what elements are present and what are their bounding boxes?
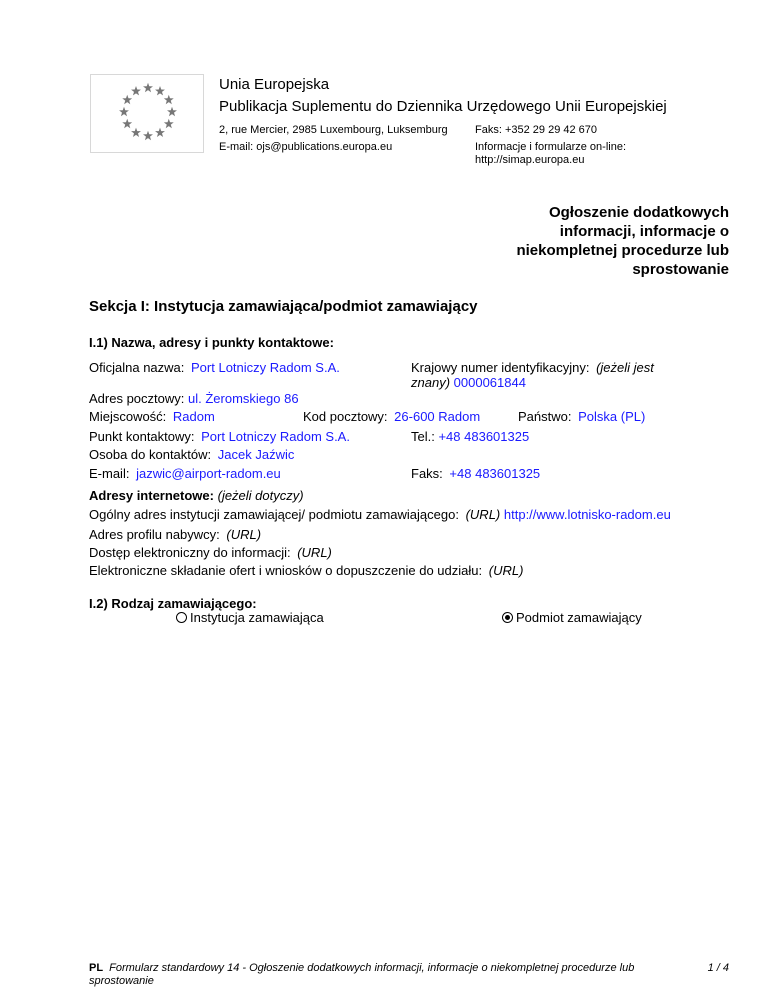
postcode-label: Kod pocztowy:: [303, 409, 388, 424]
header-address: 2, rue Mercier, 2985 Luxembourg, Luksemburg: [219, 124, 448, 136]
subsection-i2-title: I.2) Rodzaj zamawiającego:: [89, 596, 257, 611]
tel-row: [411, 429, 529, 444]
star-icon: [155, 86, 165, 95]
email-value[interactable]: jazwic@airport-radom.eu: [136, 466, 281, 481]
general-url-link[interactable]: http://www.lotnisko-radom.eu: [503, 507, 671, 522]
option-entity-label: Podmiot zamawiający: [516, 610, 642, 625]
internet-label: Adresy internetowe:: [89, 488, 214, 503]
e-submission-label: Elektroniczne składanie ofert i wniosków o dopuszczenie do udziału:: [89, 563, 483, 578]
town-value: Radom: [172, 409, 215, 424]
buyer-profile-hint: (URL): [226, 527, 262, 542]
footer: [89, 962, 689, 988]
header-email: E-mail: ojs@publications.europa.eu: [219, 141, 393, 153]
page-number: 1 / 4: [707, 962, 729, 974]
star-icon: [164, 95, 174, 104]
radio-entity-icon[interactable]: [502, 612, 513, 623]
star-icon: [119, 107, 129, 116]
fax-value: +48 483601325: [449, 466, 541, 481]
star-icon: [143, 131, 153, 140]
radio-institution-icon[interactable]: [176, 612, 187, 623]
postcode-row: [303, 409, 480, 424]
footer-lang: PL: [89, 962, 104, 974]
internet-row: [89, 488, 304, 503]
star-icon: [143, 83, 153, 92]
buyer-profile-row: [89, 527, 261, 542]
section-title: Sekcja I: Instytucja zamawiająca/podmiot zamawiający: [89, 298, 478, 315]
national-id-note: (jeżeli jest znany): [411, 360, 654, 390]
star-icon: [155, 128, 165, 137]
subsection-i1-title: I.1) Nazwa, adresy i punkty kontaktowe:: [89, 335, 334, 350]
star-icon: [131, 86, 141, 95]
postcode-value: 26-600 Radom: [394, 409, 481, 424]
star-icon: [122, 95, 132, 104]
official-name-row: [89, 360, 340, 375]
general-url-row: [89, 507, 671, 522]
general-url-hint: (URL): [465, 507, 501, 522]
internet-note: (jeżeli dotyczy): [217, 488, 304, 503]
header-publication: Publikacja Suplementu do Dziennika Urzędowego Unii Europejskiej: [219, 98, 667, 115]
header-online: Informacje i formularze on-line: http://simap.europa.eu: [475, 141, 627, 166]
country-label: Państwo:: [518, 409, 572, 424]
person-row: [89, 447, 294, 462]
option-institution-label: Instytucja zamawiająca: [190, 610, 324, 625]
star-icon: [164, 119, 174, 128]
header-org: Unia Europejska: [219, 76, 330, 93]
header-fax: Faks: +352 29 29 42 670: [475, 124, 598, 136]
email-label: E-mail:: [89, 466, 130, 481]
national-id-value: 0000061844: [453, 375, 526, 390]
option-entity[interactable]: [502, 610, 642, 625]
e-submission-row: [89, 563, 523, 578]
person-value: Jacek Jaźwic: [217, 447, 295, 462]
contact-point-label: Punkt kontaktowy:: [89, 429, 195, 444]
option-institution[interactable]: [176, 610, 324, 625]
tel-value: +48 483601325: [438, 429, 530, 444]
notice-title: Ogłoszenie dodatkowych informacji, informacje o niekompletnej procedurze lub sprostowanie: [516, 204, 729, 278]
star-icon: [167, 107, 177, 116]
country-row: [518, 409, 645, 424]
e-access-hint: (URL): [297, 545, 332, 560]
postal-label: Adres pocztowy:: [89, 391, 185, 406]
town-label: Miejscowość:: [89, 409, 167, 424]
fax-label: Faks:: [411, 466, 443, 481]
official-name-label: Oficjalna nazwa:: [89, 360, 185, 375]
buyer-profile-label: Adres profilu nabywcy:: [89, 527, 220, 542]
e-submission-hint: (URL): [488, 563, 524, 578]
national-id-label: Krajowy numer identyfikacyjny:: [411, 360, 590, 375]
person-label: Osoba do kontaktów:: [89, 447, 212, 462]
tel-label: Tel.:: [411, 429, 435, 444]
general-url-label: Ogólny adres instytucji zamawiającej/ podmiotu zamawiającego:: [89, 507, 459, 522]
email-row: [89, 466, 281, 481]
town-row: [89, 409, 215, 424]
official-name-value: Port Lotniczy Radom S.A.: [191, 360, 340, 375]
star-icon: [131, 128, 141, 137]
country-value: Polska (PL): [578, 409, 646, 424]
eu-flag-logo: [90, 74, 204, 153]
fax-row: [411, 466, 540, 481]
e-access-row: [89, 545, 332, 560]
postal-row: [89, 391, 299, 406]
contact-point-row: [89, 429, 350, 444]
footer-text: Formularz standardowy 14 - Ogłoszenie dodatkowych informacji, informacje o niekompletnej procedurze lub sprostowanie: [89, 962, 635, 987]
contact-point-value: Port Lotniczy Radom S.A.: [201, 429, 350, 444]
postal-value: ul. Żeromskiego 86: [188, 391, 299, 406]
e-access-label: Dostęp elektroniczny do informacji:: [89, 545, 291, 560]
eu-stars-icon: [91, 75, 203, 152]
national-id-row: [411, 360, 681, 390]
star-icon: [122, 119, 132, 128]
